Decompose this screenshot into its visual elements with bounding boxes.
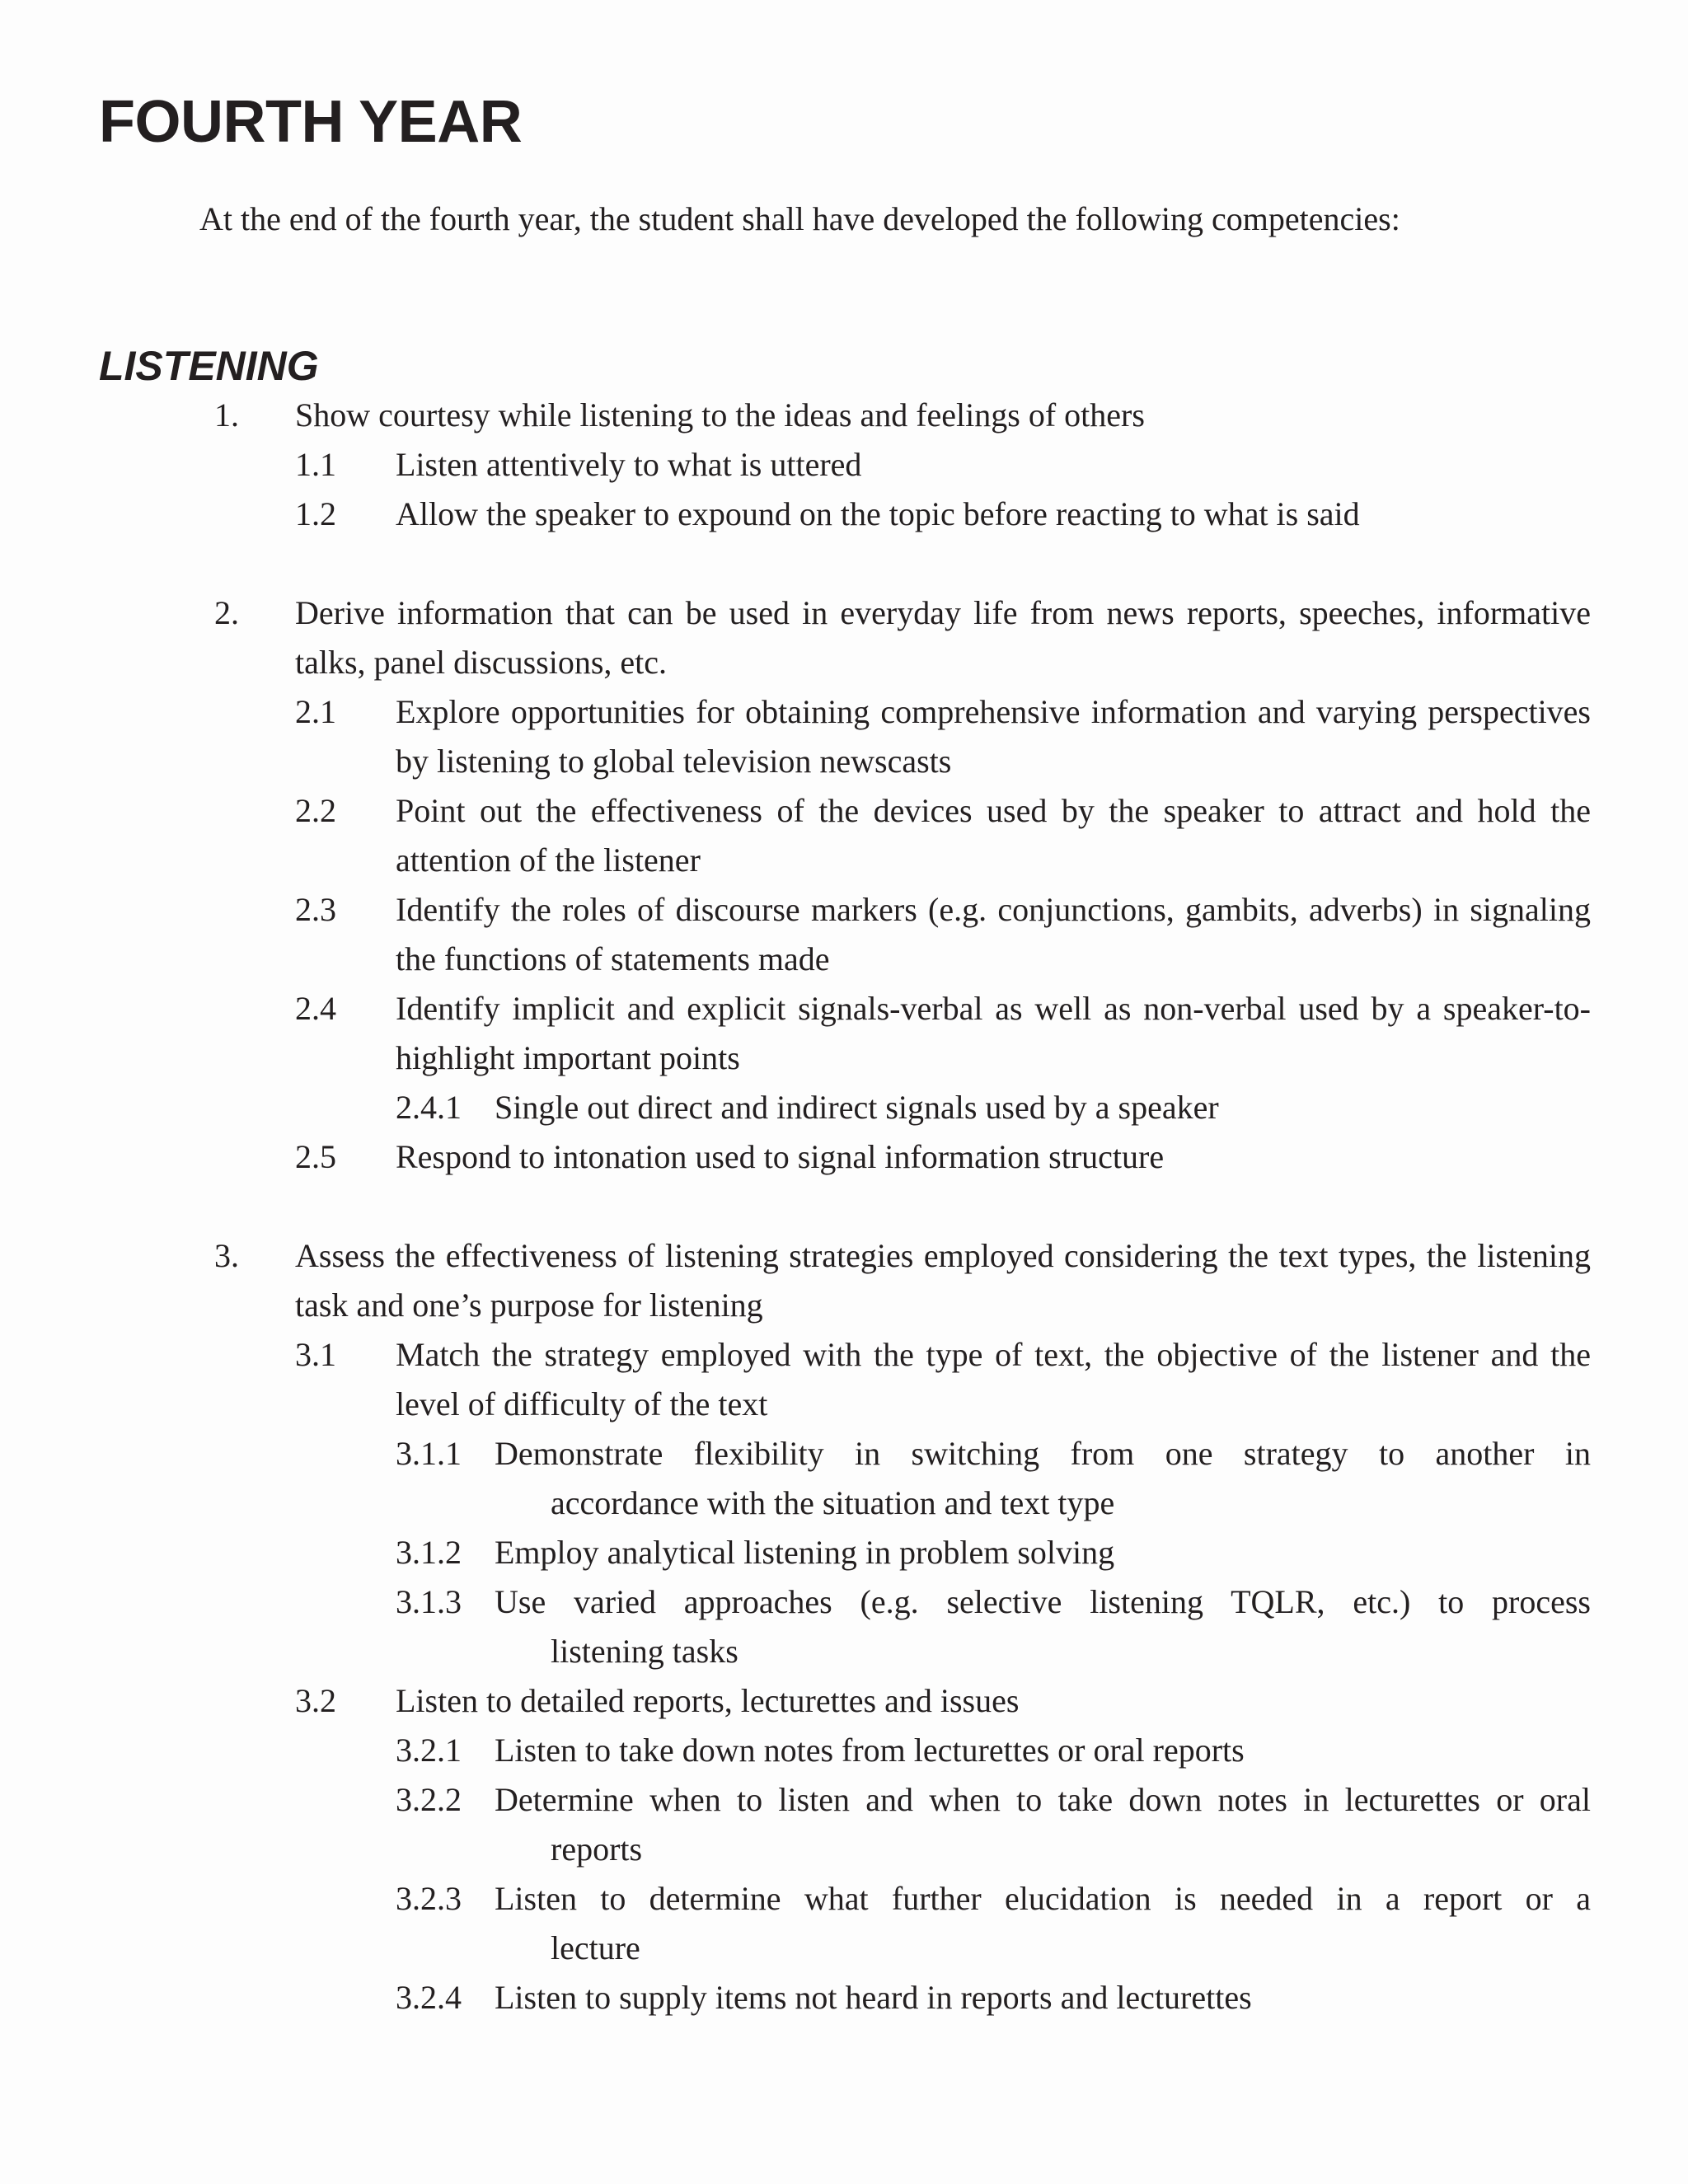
item-text-line-2: reports	[551, 1830, 643, 1868]
item-text: Explore opportunities for obtaining comprehensive information and varying perspectives by listening to global television newscasts	[396, 693, 1591, 780]
item-number: 1.	[214, 396, 239, 434]
intro-paragraph: At the end of the fourth year, the student shall have developed the following competencies:	[199, 200, 1400, 237]
item-number: 2.4	[295, 990, 336, 1027]
outline-item-2	[99, 588, 1591, 687]
item-text	[495, 1775, 1591, 1874]
item-number: 3.1	[295, 1336, 336, 1373]
item-text: Identify the roles of discourse markers (e.g. conjunctions, gambits, adverbs) in signaling the functions of statements made	[396, 891, 1591, 977]
outline-item-2-4	[99, 984, 1591, 1083]
item-number: 2.3	[295, 891, 336, 928]
item-number: 3.1.3	[396, 1583, 462, 1620]
outline-item-3-2-3	[99, 1874, 1591, 1973]
item-text	[495, 1429, 1591, 1528]
outline-item-3-1-3	[99, 1577, 1591, 1676]
outline-item-2-2	[99, 786, 1591, 885]
outline-item-3-2-4	[99, 1973, 1591, 2022]
item-text	[495, 1874, 1591, 1973]
item-number: 3.2.4	[396, 1979, 462, 2016]
outline-item-2-1	[99, 687, 1591, 786]
item-text: Listen to detailed reports, lecturettes and issues	[396, 1682, 1020, 1719]
outline-item-2-5	[99, 1132, 1591, 1182]
item-number: 2.5	[295, 1138, 336, 1175]
outline-item-3-2-2	[99, 1775, 1591, 1874]
item-text: Point out the effectiveness of the devices used by the speaker to attract and hold the attention of the listener	[396, 792, 1591, 879]
item-number: 3.1.2	[396, 1534, 462, 1571]
outline-item-2-4-1	[99, 1083, 1591, 1132]
item-text: Single out direct and indirect signals used by a speaker	[495, 1089, 1219, 1126]
item-text: Employ analytical listening in problem solving	[495, 1534, 1115, 1571]
item-text: Assess the effectiveness of listening strategies employed considering the text types, the listening task and one’s purpose for listening	[295, 1237, 1591, 1324]
item-text-line-1: Determine when to listen and when to take down notes in lecturettes or oral	[495, 1781, 1591, 1818]
outline-item-3-2	[99, 1676, 1591, 1726]
outline-item-1-1	[99, 440, 1591, 490]
item-number: 1.2	[295, 495, 336, 532]
item-text: Listen to supply items not heard in reports and lecturettes	[495, 1979, 1252, 2016]
page-title: FOURTH YEAR	[99, 89, 523, 155]
item-text: Listen attentively to what is uttered	[396, 446, 862, 483]
item-text: Derive information that can be used in everyday life from news reports, speeches, informative talks, panel discussions, etc.	[295, 594, 1591, 681]
item-number: 2.	[214, 594, 239, 631]
outline-item-3-2-1	[99, 1726, 1591, 1775]
item-number: 3.2	[295, 1682, 336, 1719]
item-text: Respond to intonation used to signal information structure	[396, 1138, 1165, 1175]
item-number: 3.2.1	[396, 1732, 462, 1769]
item-text: Match the strategy employed with the type of text, the objective of the listener and the level of difficulty of the text	[396, 1336, 1591, 1422]
outline-item-1-2	[99, 490, 1591, 539]
item-number: 2.2	[295, 792, 336, 829]
outline-item-3-1-2	[99, 1528, 1591, 1577]
item-text: Identify implicit and explicit signals-verbal as well as non-verbal used by a speaker-to-highlight important points	[396, 990, 1591, 1076]
outline-item-3-1	[99, 1330, 1591, 1429]
item-text-line-1: Use varied approaches (e.g. selective listening TQLR, etc.) to process	[495, 1583, 1591, 1620]
item-text: Allow the speaker to expound on the topic before reacting to what is said	[396, 495, 1360, 532]
item-number: 3.2.2	[396, 1781, 462, 1818]
item-text-line-1: Listen to determine what further elucidation is needed in a report or a	[495, 1880, 1591, 1917]
item-text: Show courtesy while listening to the ideas and feelings of others	[295, 396, 1145, 434]
item-number: 2.1	[295, 693, 336, 730]
outline-item-2-3	[99, 885, 1591, 984]
item-text: Listen to take down notes from lecturettes or oral reports	[495, 1732, 1245, 1769]
item-number: 3.	[214, 1237, 239, 1274]
item-number: 1.1	[295, 446, 336, 483]
item-number: 3.2.3	[396, 1880, 462, 1917]
item-text-line-2: accordance with the situation and text type	[551, 1484, 1115, 1521]
outline-item-3	[99, 1231, 1591, 1330]
outline-item-3-1-1	[99, 1429, 1591, 1528]
item-text	[495, 1577, 1591, 1676]
section-heading-listening: LISTENING	[99, 343, 319, 389]
item-text-line-2: lecture	[551, 1929, 640, 1966]
item-text-line-1: Demonstrate flexibility in switching from one strategy to another in	[495, 1435, 1591, 1472]
item-text-line-2: listening tasks	[551, 1633, 738, 1670]
outline-item-1	[99, 391, 1591, 440]
item-number: 3.1.1	[396, 1435, 462, 1472]
item-number: 2.4.1	[396, 1089, 462, 1126]
competency-outline	[99, 391, 1591, 2022]
